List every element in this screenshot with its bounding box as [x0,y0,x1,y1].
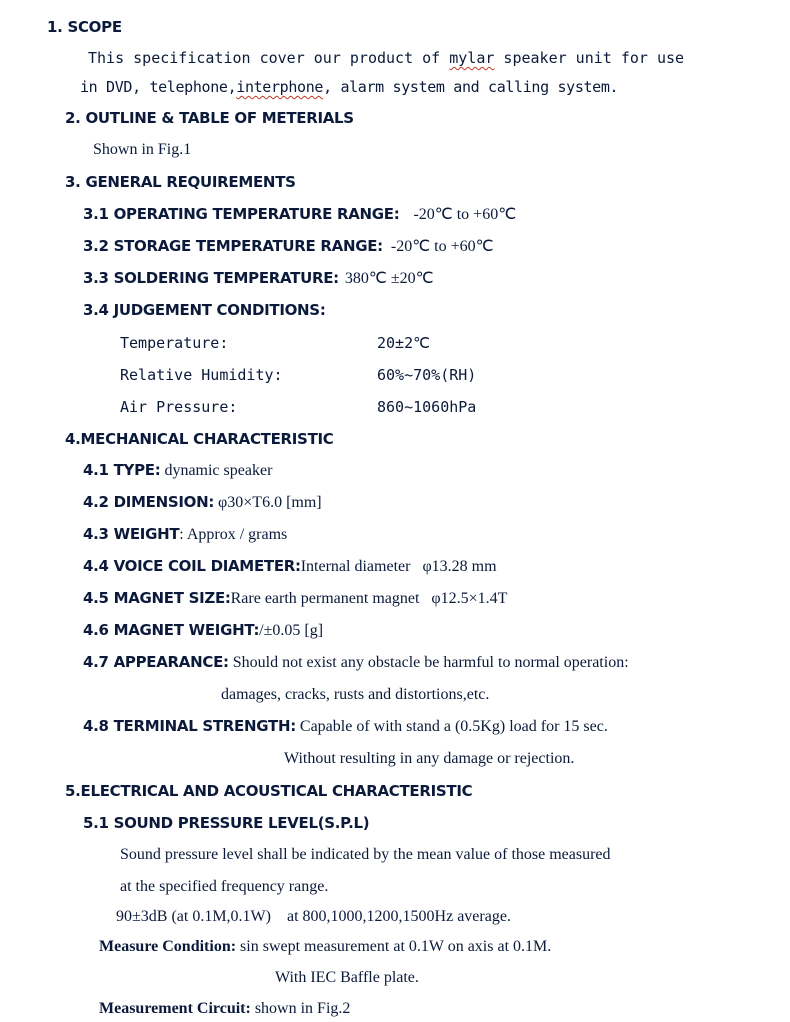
measurement-circuit-row [99,1001,350,1017]
scope-line-2-c: , alarm system and calling system. [323,78,619,96]
scope-line-2 [80,80,618,95]
mech-weight-row [83,527,287,543]
storage-temperature-row [83,239,494,255]
soldering-temperature-row [83,271,434,287]
operating-temperature-row [83,207,516,223]
mech-voice-coil-label: 4.4 VOICE COIL DIAMETER: [83,557,301,575]
storage-temperature-value: -20℃ to +60℃ [390,238,494,255]
scope-line-2-a: in DVD, telephone, [80,78,237,96]
scope-line-1-a: This specification cover our product of [88,49,450,67]
mech-magnet-size-row [83,591,507,607]
mech-voice-coil-value: Internal diameter φ13.28 mm [300,558,497,575]
mech-magnet-size-value: Rare earth permanent magnet φ12.5×1.4T [230,590,508,607]
mech-terminal-continuation: Without resulting in any damage or rejection. [284,750,575,767]
mech-appearance-label: 4.7 APPEARANCE: [83,653,229,671]
mech-appearance-continuation: damages, cracks, rusts and distortions,etc. [221,686,490,703]
mechanical-heading: 4.MECHANICAL CHARACTERISTIC [65,430,334,448]
mech-dimension-label: 4.2 DIMENSION: [83,493,215,511]
mech-voice-coil-row [83,559,497,575]
mech-terminal-label: 4.8 TERMINAL STRENGTH: [83,717,296,735]
mech-type-label: 4.1 TYPE: [83,461,161,479]
storage-temperature-label: 3.2 STORAGE TEMPERATURE RANGE: [83,237,383,255]
scope-word-interphone: interphone [236,78,324,96]
mech-dimension-row [83,495,322,511]
measure-condition-continuation: With IEC Baffle plate. [275,969,419,986]
mech-dimension-value: φ30×T6.0 [mm] [214,494,322,511]
condition-temperature-label: Temperature: [120,334,229,352]
spl-text-line-1: Sound pressure level shall be indicated by the mean value of those measured [120,846,611,863]
scope-line-1-c: speaker unit for use [494,49,685,67]
mech-weight-label: 4.3 WEIGHT [83,525,180,543]
condition-humidity-value: 60%~70%(RH) [377,366,477,384]
mech-type-row [83,463,272,479]
mech-appearance-row [83,655,629,671]
condition-pressure-value: 860~1060hPa [377,398,477,416]
soldering-temperature-value: 380℃ ±20℃ [344,270,434,287]
outline-heading: 2. OUTLINE & TABLE OF METERIALS [65,109,354,127]
measure-condition-value: sin swept measurement at 0.1W on axis at 0.1M. [236,938,552,955]
scope-line-1 [88,51,684,66]
measure-condition-row [99,939,551,955]
mech-weight-value: : Approx / grams [179,526,288,543]
condition-temperature-value: 20±2℃ [377,334,430,352]
general-heading: 3. GENERAL REQUIREMENTS [65,173,296,191]
mech-magnet-size-label: 4.5 MAGNET SIZE: [83,589,231,607]
condition-humidity-label: Relative Humidity: [120,366,283,384]
mech-magnet-weight-label: 4.6 MAGNET WEIGHT: [83,621,260,639]
measurement-circuit-label: Measurement Circuit: [99,1000,251,1017]
scope-word-mylar: mylar [449,49,495,67]
judgement-conditions-label: 3.4 JUDGEMENT CONDITIONS: [83,301,326,319]
operating-temperature-value: -20℃ to +60℃ [413,206,517,223]
measure-condition-label: Measure Condition: [99,938,237,955]
mech-terminal-value: Capable of with stand a (0.5Kg) load for 15 sec. [295,718,608,735]
electrical-heading: 5.ELECTRICAL AND ACOUSTICAL CHARACTERISTIC [65,782,473,800]
measurement-circuit-value: shown in Fig.2 [250,1000,351,1017]
spl-value: 90±3dB (at 0.1M,0.1W) at 800,1000,1200,1500Hz average. [116,908,511,925]
mech-magnet-weight-value: /±0.05 [g] [259,622,324,639]
mech-magnet-weight-row [83,623,323,639]
mech-appearance-value: Should not exist any obstacle be harmful to normal operation: [228,654,629,671]
condition-pressure-label: Air Pressure: [120,398,238,416]
mech-type-value: dynamic speaker [160,462,273,479]
outline-text: Shown in Fig.1 [93,141,192,158]
spl-text-line-2: at the specified frequency range. [120,878,329,895]
soldering-temperature-label: 3.3 SOLDERING TEMPERATURE: [83,269,339,287]
mech-terminal-row [83,719,608,735]
operating-temperature-label: 3.1 OPERATING TEMPERATURE RANGE: [83,205,400,223]
scope-heading: 1. SCOPE [47,18,122,36]
spl-label: 5.1 SOUND PRESSURE LEVEL(S.P.L) [83,814,370,832]
